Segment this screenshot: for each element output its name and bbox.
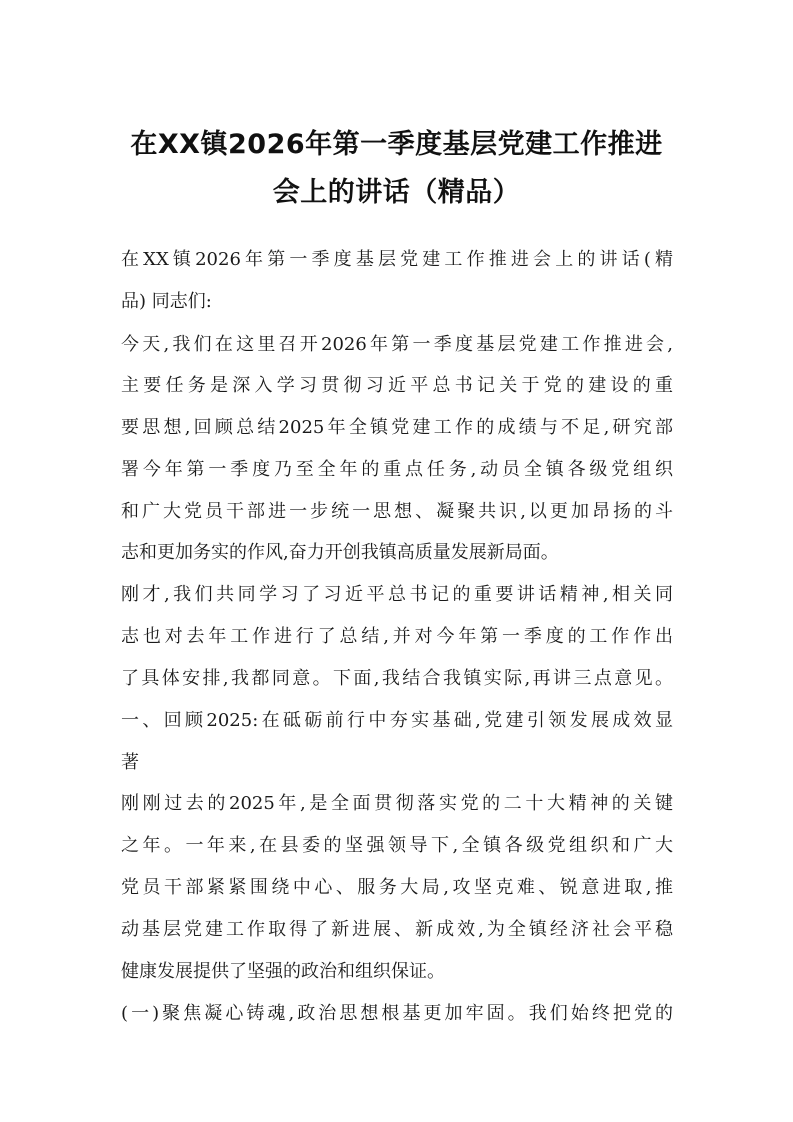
body-text-line: 之年。一年来,在县委的坚强领导下,全镇各级党组织和广大 — [121, 835, 673, 856]
body-text-line: 了具体安排,我都同意。下面,我结合我镇实际,再讲三点意见。 — [121, 668, 673, 689]
body-text-line: 主要任务是深入学习贯彻习近平总书记关于党的建设的重 — [121, 375, 673, 396]
body-text-line: 志也对去年工作进行了总结,并对今年第一季度的工作作出 — [121, 626, 673, 647]
body-text-line: 今天,我们在这里召开2026年第一季度基层党建工作推进会, — [121, 334, 673, 355]
document-title-line-2: 会上的讲话（精品） — [272, 177, 521, 208]
subsection-heading-line: (一)聚焦凝心铸魂,政治思想根基更加牢固。我们始终把党的 — [121, 1003, 673, 1024]
body-text-line: 要思想,回顾总结2025年全镇党建工作的成绩与不足,研究部 — [121, 417, 673, 438]
body-text-line: 刚才,我们共同学习了习近平总书记的重要讲话精神,相关同 — [121, 584, 673, 605]
body-text-line: 动基层党建工作取得了新进展、新成效,为全镇经济社会平稳 — [121, 919, 673, 940]
body-text-line: 和广大党员干部进一步统一思想、凝聚共识,以更加昂扬的斗 — [121, 501, 673, 522]
body-text-line: 品) 同志们: — [121, 291, 212, 312]
document-title-line-1: 在XX镇2026年第一季度基层党建工作推进 — [130, 129, 663, 160]
body-text-line: 志和更加务实的作风,奋力开创我镇高质量发展新局面。 — [121, 542, 559, 563]
body-text-line: 健康发展提供了坚强的政治和组织保证。 — [121, 961, 445, 982]
body-text-line: 在XX镇2026年第一季度基层党建工作推进会上的讲话(精 — [121, 249, 673, 270]
body-text-line: 党员干部紧紧围绕中心、服务大局,攻坚克难、锐意进取,推 — [121, 877, 673, 898]
section-heading-line: 著 — [121, 752, 139, 773]
body-text-line: 刚刚过去的2025年,是全面贯彻落实党的二十大精神的关键 — [121, 793, 673, 814]
section-heading-line: 一、回顾2025:在砥砺前行中夯实基础,党建引领发展成效显 — [121, 710, 673, 731]
body-text-line: 署今年第一季度乃至全年的重点任务,动员全镇各级党组织 — [121, 459, 673, 480]
